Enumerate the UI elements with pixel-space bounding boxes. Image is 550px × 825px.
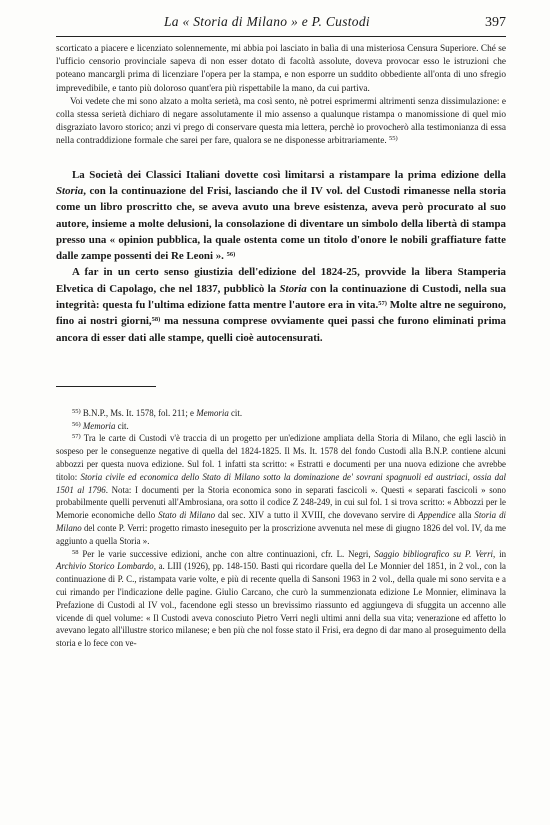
footnote-56: $^{56)}$ Memoria cit. [72, 420, 129, 431]
body-paragraph-1: La Società dei Classici Italiani dovette così limitarsi a ristampare la prima edizione della Storia, con la continuazione del Frisi, lasciando che il IV vol. del Custodi rimanesse nella storia come un libro proscritto che, se aveva avuto una breve esistenza, aveva però procurato al suo autore, insieme a molte delusioni, la consolazione di diventare un simbolo della libertà di stampa presso una « opinion pubblica, la quale ostenta come un titolo d'onore le nobili graffiature fatte dalle zampe possenti dei Re Leoni ». $^{56)}$ [56, 168, 506, 263]
footnote-ref-55: 55) [389, 135, 398, 143]
footnote-ref-56: 56) [226, 251, 236, 259]
footnotes [56, 407, 506, 650]
page-number: 397 [485, 15, 506, 30]
footnote-57: $^{57)}$ Tra le carte di Custodi v'è traccia di un progetto per un'edizione ampliata della Storia di Milano, che egli lasciò in sospeso per le conseguenze negative di quella del 1824-1825. Il Ms. It. 1578 del fondo Custodi alla B.N.P. contiene alcuni abbozzi per questa nuova edizione. Sul fol. 1 infatti sta scritto: « Estratti e documenti per una nuova edizione che avrebbe titolo: Storia civile ed economica dello Stato di Milano sotto la dominazione de' sovrani spagnuoli ed austriaci, ossia dal 1501 al 1796. Nota: I documenti per la Storia economica sono in separati fascicoli ». Questi « separati fascicoli » sono probabilmente quelli pervenuti all'Ambrosiana, ora sotto il codice Z 248-249, in cui sul fol. 1 si trova scritto: « Abbozzi per le Memorie economiche dello Stato di Milano dal sec. XIV a tutto il XVIII, che dovevano servire di Appendice alla Storia di Milano del conte P. Verri: progetto rimasto ineseguito per la proscrizione avvenuta nel mese di giugno 1826 del vol. IV, da me aggiunto a quella Storia ». [56, 433, 507, 546]
quote-paragraph-1: scorticato a piacere e licenziato solennemente, mi abbia poi lasciato in balìa di una misteriosa Censura Superiore. Ché se l'ufficio censorio provinciale sapeva di non esser dotato di facoltà assolute, doveva provocar esso le istruzioni che poteano mancargli prima di licenziare l'opera per la stampa, e non esporre un suddito obbediente all'onta di uno sfregio imprevedibile, e tanto più doloroso quant'era più rispettabile la mano, da cui partiva. [56, 44, 506, 94]
footnote-58: $^{58}$ Per le varie successive edizioni, anche con altre continuazioni, cfr. L. Negri, Saggio bibliografico su P. Verri, in Archivio Storico Lombardo, a. LIII (1926), pp. 148-150. Basti qui ricordare quella del Le Monnier del 1851, in 2 vol., con la continuazione di P. C., ristampata varie volte, e più di recente quella di Sansoni 1963 in 2 vol., della quale mi sono servita e a cui rimando per l'indicazione delle pagine. Giulio Carcano, che curò la summenzionata edizione Le Monnier, eliminava la Prefazione di Custodi al IV vol., facendone egli stesso un brevissimo riassunto ed aggiungeva di sfuggita un accenno alle vicende di quel volume: « Il Custodi aveva conosciuto Pietro Verri negli ultimi anni della sua vita; venerazione ed affetto lo avevano legato all'illustre storico milanese; e ben più che nol fosse stato il Frisi, era degno di dar mano al proseguimento della storia e lo fece con ve- [56, 548, 507, 649]
footnote-separator [56, 386, 156, 387]
quoted-letter [56, 43, 506, 149]
footnote-55: $^{55)}$ B.N.P., Ms. It. 1578, fol. 211; e Memoria cit. [72, 407, 243, 418]
main-text [56, 167, 506, 346]
running-title: La « Storia di Milano » e P. Custodi [164, 14, 370, 29]
body-paragraph-2: A far in un certo senso giustizia dell'edizione del 1824-25, provvide la libera Stamperia Elvetica di Capolago, che nel 1837, pubblicò la Storia con la continuazione di Custodi, nella sua integrità: questa fu l'ultima edizione fatta mentre l'autore era in vita.$^{57)}$ Molte altre ne seguirono, fino ai nostri giorni,$^{58)}$ ma nessuna comprese ovviamente quei passi che furono eliminati prima ancora di esser dati alle stampe, quelli cioè autocensurati. [56, 266, 507, 344]
footnote-ref-57: 57) [378, 300, 387, 307]
running-header [56, 14, 506, 37]
footnote-ref-58: 58) [151, 316, 161, 324]
book-page [56, 14, 506, 650]
quote-paragraph-2: Voi vedete che mi sono alzato a molta serietà, ma così sento, nè potrei esprimermi altrimenti senza dissimulazione: e colla stessa serietà dichiaro di negare assolutamente il mio assenso a qualunque ristampa o manomissione di quel mio disgraziato lavoro storico; anzi vi prego di conservare questa mia lettera, perchè io provocherò alla testimonianza di essa nella contraddizione formale che sarei per fare, qualora se ne disponesse arbitrariamente. $^{55)}$ [56, 96, 506, 147]
